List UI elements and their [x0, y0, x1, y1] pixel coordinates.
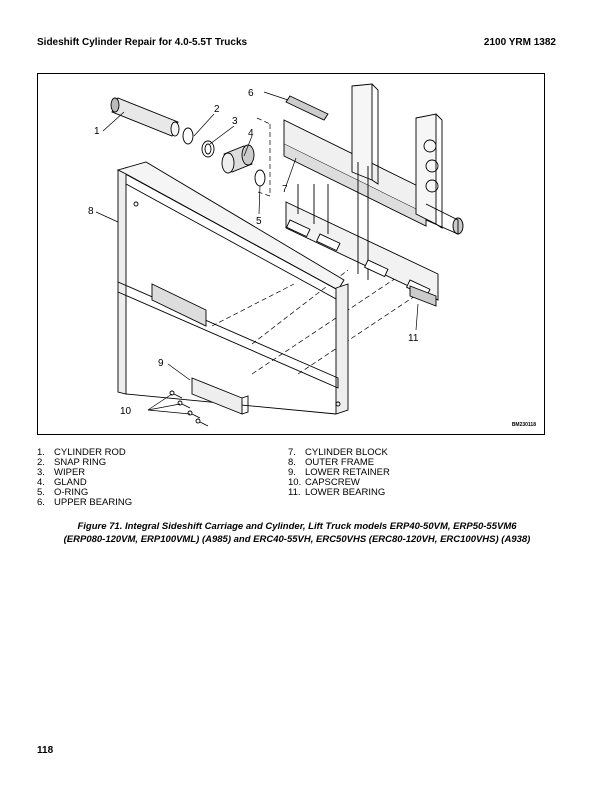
callout-2: 2 — [214, 104, 220, 115]
legend-number: 2. — [37, 457, 45, 468]
upper-bearing-part — [286, 96, 328, 120]
legend-number: 7. — [288, 447, 296, 458]
legend-number: 4. — [37, 477, 45, 488]
callout-4: 4 — [248, 128, 254, 139]
legend-item — [37, 498, 132, 508]
legend-label: GLAND — [54, 477, 87, 488]
callout-9: 9 — [158, 358, 164, 369]
legend-label: CYLINDER BLOCK — [305, 447, 388, 458]
legend-label: WIPER — [54, 467, 86, 478]
legend-number: 1. — [37, 447, 45, 458]
legend-label: CYLINDER ROD — [54, 447, 126, 458]
outer-frame-part — [118, 162, 348, 414]
figure-code: BM230118 — [511, 422, 536, 428]
legend-label: SNAP RING — [54, 457, 107, 468]
page-header-title: Sideshift Cylinder Repair for 4.0-5.5T Trucks — [37, 37, 248, 48]
legend-number: 10. — [288, 477, 302, 488]
legend-label: LOWER BEARING — [305, 487, 386, 498]
legend-label: O-RING — [54, 487, 89, 498]
parts-legend-right — [288, 448, 390, 498]
snap-ring-part — [183, 128, 193, 144]
legend-number: 6. — [37, 497, 45, 508]
o-ring-part — [255, 170, 265, 186]
figure-caption-line-1: Figure 71. Integral Sideshift Carriage and Cylinder, Lift Truck models ERP40-50VM, ERP50-55VM6 — [77, 521, 517, 532]
legend-label: UPPER BEARING — [54, 497, 133, 508]
legend-label: LOWER RETAINER — [305, 467, 390, 478]
wiper-part — [202, 141, 214, 157]
legend-number: 5. — [37, 487, 45, 498]
legend-number: 9. — [288, 467, 296, 478]
page-number: 118 — [37, 745, 54, 756]
legend-number: 8. — [288, 457, 296, 468]
callout-8: 8 — [88, 206, 94, 217]
figure-caption-line-2: (ERP080-120VM, ERP100VML) (A985) and ERC40-55VH, ERC50VHS (ERC80-120VH, ERC100VHS) (A938) — [63, 534, 531, 545]
legend-number: 11. — [288, 487, 301, 498]
legend-label: CAPSCREW — [305, 477, 360, 488]
legend-label: OUTER FRAME — [305, 457, 375, 468]
cylinder-rod-part — [112, 98, 178, 136]
exploded-view-drawing — [38, 74, 544, 434]
callout-6: 6 — [248, 88, 254, 99]
callout-10: 10 — [120, 406, 132, 417]
figure-caption — [37, 520, 557, 546]
callout-7: 7 — [282, 184, 288, 195]
callout-11: 11 — [408, 333, 419, 344]
parts-legend-left — [37, 448, 132, 508]
document-number: 2100 YRM 1382 — [483, 37, 556, 48]
callout-3: 3 — [232, 116, 238, 127]
exploded-view-figure — [37, 73, 545, 435]
lower-retainer-part — [192, 378, 242, 414]
callout-5: 5 — [256, 216, 262, 227]
legend-number: 3. — [37, 467, 45, 478]
callout-1: 1 — [94, 126, 100, 137]
legend-item — [288, 488, 390, 498]
